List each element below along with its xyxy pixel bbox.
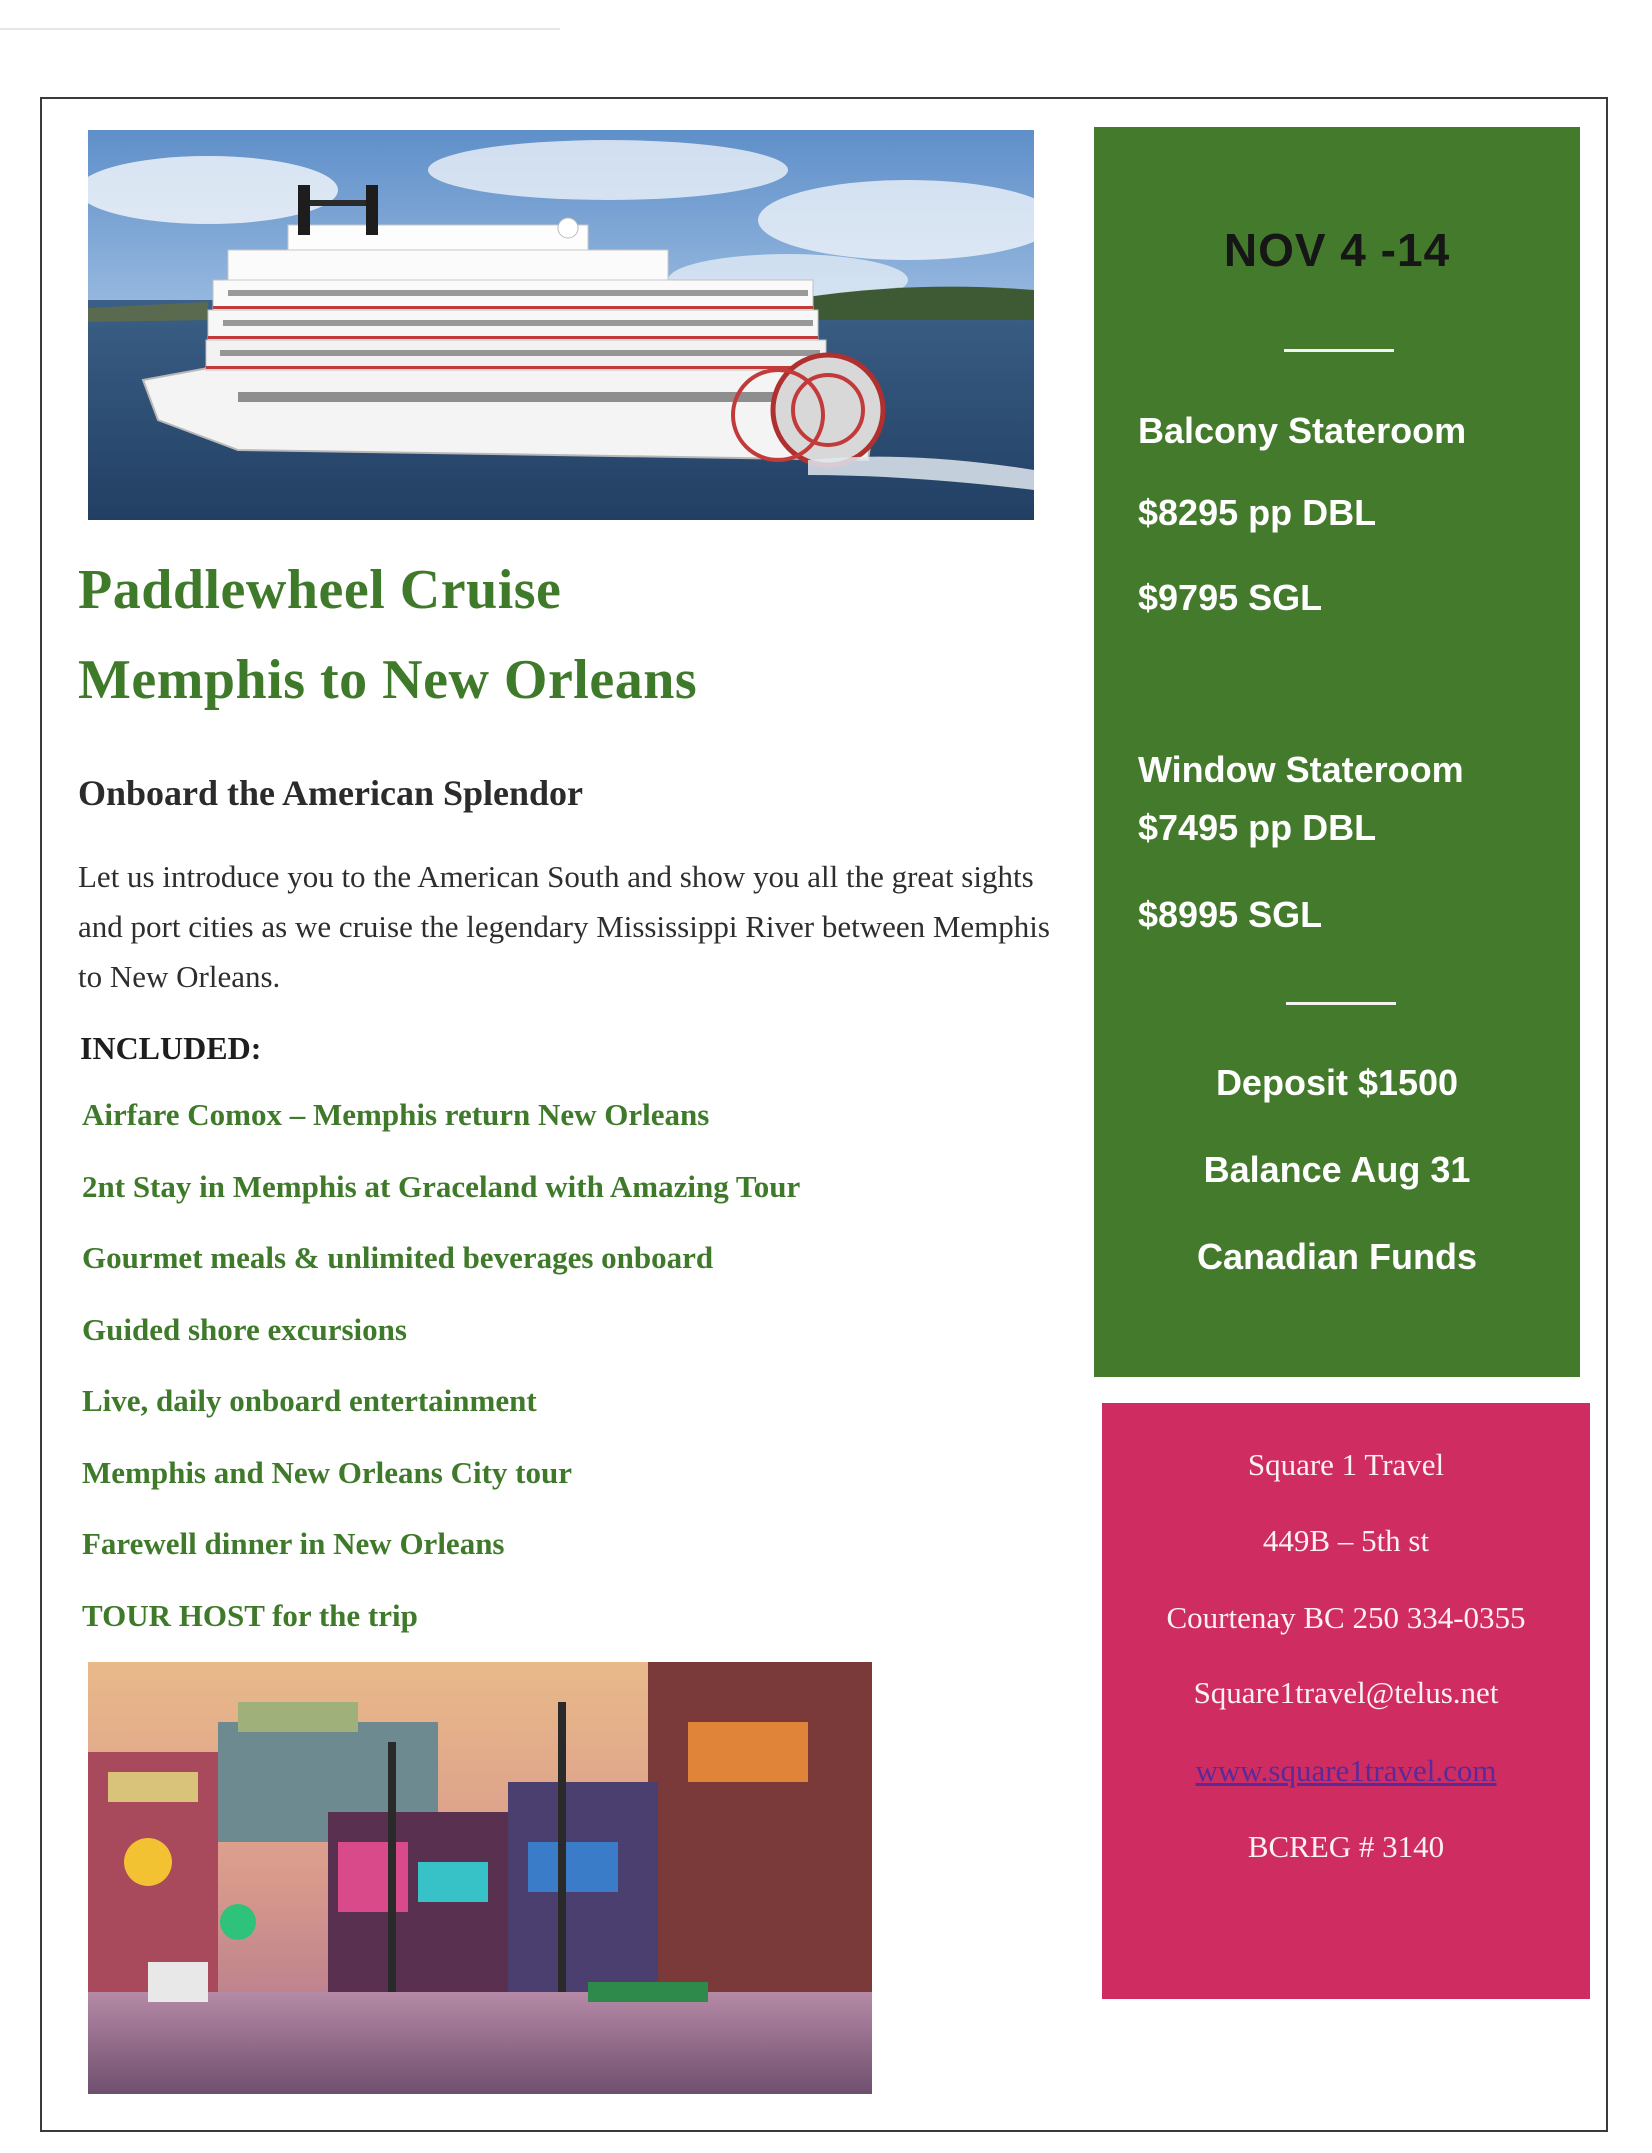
tour-dates: NOV 4 -14 <box>1223 224 1451 276</box>
page-title-line-1: Paddlewheel Cruise <box>78 559 562 621</box>
list-item: TOUR HOST for the trip <box>82 1597 418 1633</box>
ship-subtitle: Onboard the American Splendor <box>78 773 584 813</box>
list-item: Airfare Comox – Memphis return New Orleans <box>82 1097 710 1132</box>
company-name: Square 1 Travel <box>1247 1447 1445 1482</box>
window-label: Window Stateroom <box>1138 749 1464 790</box>
website-link[interactable]: www.square1travel.com <box>1195 1753 1497 1788</box>
list-item: Guided shore excursions <box>82 1311 407 1347</box>
riverboat-photo <box>88 130 1034 520</box>
email-address[interactable]: Square1travel@telus.net <box>1193 1675 1499 1710</box>
street-address: 449B – 5th st <box>1262 1523 1430 1558</box>
balcony-double-price: $8295 pp DBL <box>1138 492 1377 533</box>
window-double-price: $7495 pp DBL <box>1138 807 1377 848</box>
registration-number: BCREG # 3140 <box>1247 1829 1445 1864</box>
balcony-label: Balcony Stateroom <box>1138 410 1467 451</box>
window-single-price: $8995 SGL <box>1138 894 1323 935</box>
page-title-line-2: Memphis to New Orleans <box>78 649 698 711</box>
deposit-amount: Deposit $1500 <box>1215 1062 1459 1103</box>
list-item: Memphis and New Orleans City tour <box>82 1454 572 1490</box>
divider <box>1284 349 1394 352</box>
list-item: 2nt Stay in Memphis at Graceland with Amazing Tour <box>82 1168 801 1204</box>
list-item: Gourmet meals & unlimited beverages onboard <box>82 1240 714 1275</box>
intro-paragraph: Let us introduce you to the American South and show you all the great sights and port cities as we cruise the legendary Mississippi River between Memphis to New Orleans. <box>78 859 1050 994</box>
beale-street-photo <box>88 1662 872 2094</box>
included-heading: INCLUDED: <box>80 1030 262 1066</box>
contact-panel <box>1102 1403 1590 1999</box>
balance-due: Balance Aug 31 <box>1203 1149 1471 1190</box>
list-item: Live, daily onboard entertainment <box>82 1383 537 1418</box>
divider <box>1286 1002 1396 1005</box>
included-list <box>82 1090 800 1662</box>
city-phone: Courtenay BC 250 334-0355 <box>1166 1600 1526 1635</box>
pricing-panel <box>1094 127 1580 1377</box>
scan-edge-line <box>0 28 560 30</box>
balcony-single-price: $9795 SGL <box>1138 577 1323 618</box>
list-item: Farewell dinner in New Orleans <box>82 1526 505 1561</box>
currency-note: Canadian Funds <box>1196 1236 1478 1277</box>
